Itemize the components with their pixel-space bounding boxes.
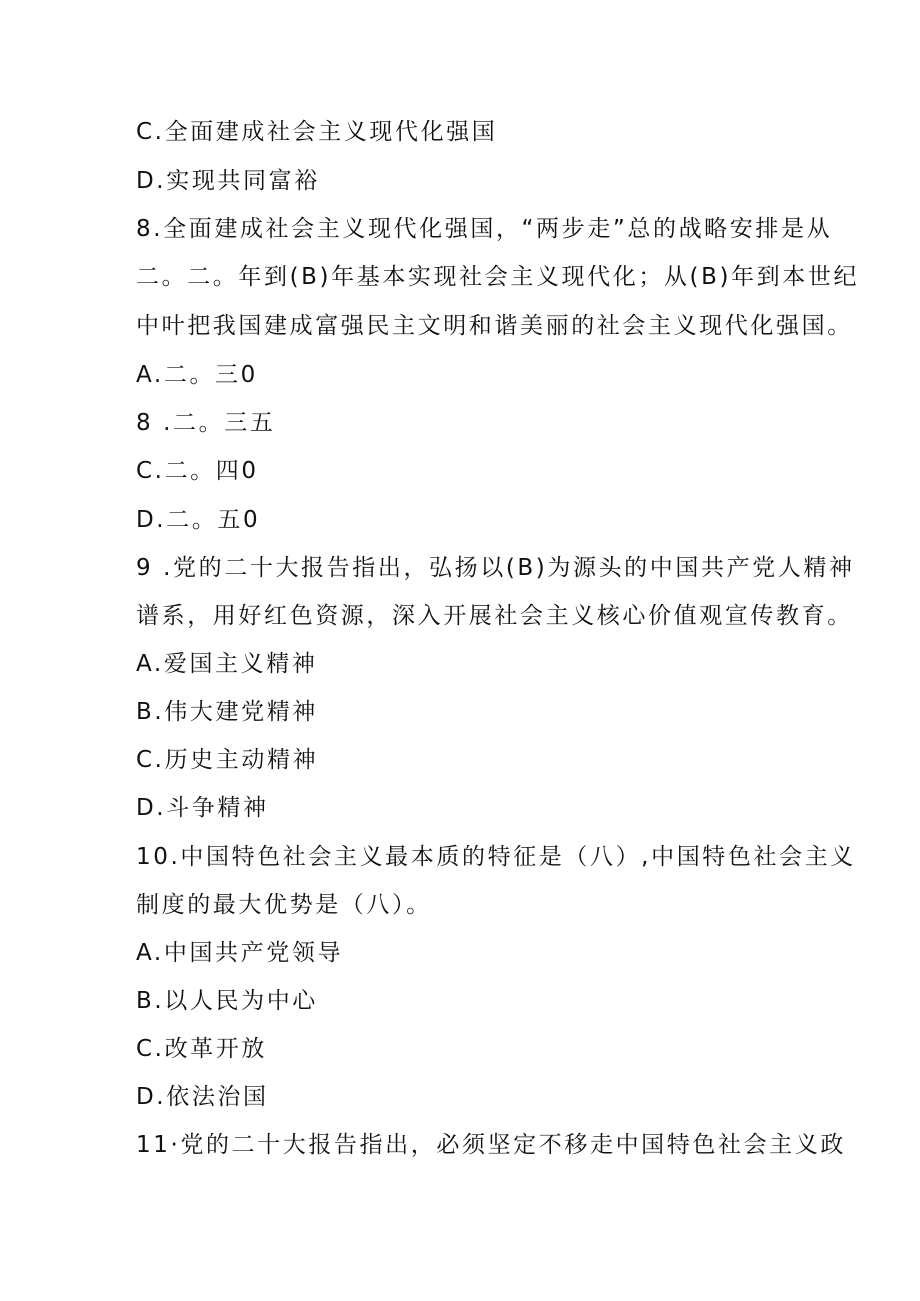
- question-10-line-2: 制度的最大优势是（八）。: [136, 892, 432, 918]
- question-11-line-1: 11·党的二十大报告指出，必须坚定不移走中国特色社会主义政: [136, 1132, 846, 1158]
- option-8a: A.二。三0: [136, 362, 258, 388]
- option-8b: 8 .二。三五: [136, 410, 276, 436]
- option-10c: C.改革开放: [136, 1036, 267, 1062]
- option-10d: D.依法治国: [136, 1084, 269, 1110]
- option-10a: A.中国共产党领导: [136, 940, 344, 966]
- question-9-line-1: 9 .党的二十大报告指出，弘扬以(B)为源头的中国共产党人精神: [136, 555, 855, 581]
- option-10b: B.以人民为中心: [136, 988, 318, 1014]
- option-9c: C.历史主动精神: [136, 747, 319, 773]
- question-10-line-1: 10.中国特色社会主义最本质的特征是（八）,中国特色社会主义: [136, 844, 856, 870]
- question-8-line-1: 8.全面建成社会主义现代化强国，“两步走”总的战略安排是从: [136, 216, 833, 242]
- option-7c: C.全面建成社会主义现代化强国: [136, 119, 498, 145]
- option-7d: D.实现共同富裕: [136, 168, 320, 194]
- question-9-line-2: 谱系，用好红色资源，深入开展社会主义核心价值观宣传教育。: [136, 603, 853, 629]
- option-8c: C.二。四0: [136, 458, 259, 484]
- option-8d: D.二。五0: [136, 507, 261, 533]
- option-9d: D.斗争精神: [136, 795, 269, 821]
- question-8-line-3: 中叶把我国建成富强民主文明和谐美丽的社会主义现代化强国。: [136, 313, 853, 339]
- option-9b: B.伟大建党精神: [136, 699, 318, 725]
- option-9a: A.爱国主义精神: [136, 651, 318, 677]
- question-8-line-2: 二。二。年到(B)年基本实现社会主义现代化；从(B)年到本世纪: [136, 264, 860, 290]
